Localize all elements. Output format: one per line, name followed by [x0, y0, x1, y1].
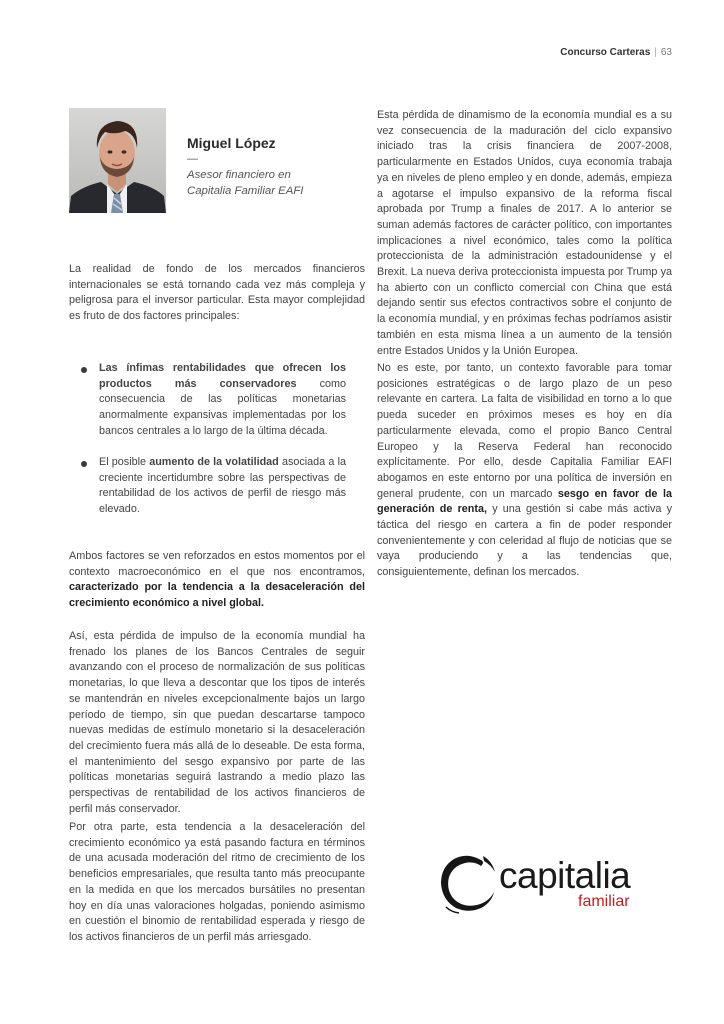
- paragraph-strategy-rest: y una gestión si cabe más activa y táctica del riesgo en cartera a fin de poder responder convenientemente y con celeridad al flujo de noticias que se vaya produciendo y a las tendencias que, consiguientemente, definan los mercados.: [377, 503, 672, 579]
- paragraph-strategy-text: No es este, por tanto, un contexto favorable para tomar posiciones estratégicas o de largo plazo de un peso relevante en cartera. La falta de visibilidad en torno a lo que pueda suceder en próximos meses es hoy en día particularmente elevada, como el propio Banco Central Europeo y la Reserva Federal han reconocido explícitamente. Por ello, desde Capitalia Familiar EAFI abogamos en este entorno por una política de inversión en general prudente, con un marcado: [377, 362, 672, 500]
- paragraph-context: [69, 549, 365, 612]
- paragraph-strategy: [377, 361, 672, 581]
- author-dash: —: [187, 153, 198, 165]
- bullet-2-pre: El posible: [99, 456, 150, 468]
- page-header: [560, 47, 672, 58]
- brush-circle-icon: [437, 852, 499, 914]
- logo-wordmark: capitalia: [499, 855, 631, 896]
- paragraph-strategy-bold: sesgo en favor de la generación de renta,: [377, 487, 672, 516]
- bullet-2-bold: aumento de la volatilidad: [149, 456, 279, 468]
- intro-paragraph: La realidad de fondo de los mercados financieros internacionales se está tornando cada vez más compleja y peligrosa para el inversor particular. Esta mayor complejidad es fruto de dos factores principales:: [69, 263, 365, 323]
- bullet-2-text: asociada a la creciente incertidumbre sobre las perspectivas de rentabilidad de los activos de perfil de riesgo más elevado.: [99, 456, 346, 516]
- author-role-line-1: Asesor financiero en: [187, 169, 291, 181]
- author-photo: [69, 108, 166, 213]
- header-separator: |: [654, 47, 657, 58]
- bullet-1-bold: Las ínfimas rentabilidades que ofrecen los productos más conservadores: [99, 362, 346, 390]
- bullet-dot-icon: [81, 461, 87, 467]
- paragraph-earnings: Por otra parte, esta tendencia a la desaceleración del crecimiento económico ya está pasando factura en términos de una acusada moderación del ritmo de crecimiento de los beneficios empresariales, que resulta tanto más preocupante en la medida en que los mercados bursátiles no presentan hoy en día unas valoraciones holgadas, poniendo asimismo en cuestión el binomio de rentabilidad esperada y riesgo de los activos financieros de un perfil más arriesgado.: [69, 821, 365, 943]
- capitalia-logo: [437, 852, 642, 917]
- bullet-item-1: [99, 361, 346, 440]
- bullet-item-2: [99, 455, 346, 518]
- author-name: Miguel López: [187, 135, 276, 151]
- author-role: [187, 167, 347, 199]
- bullet-1-text: como consecuencia de las políticas monetarias anormalmente expansivas implementadas por los bancos centrales a lo largo de la última década.: [99, 377, 346, 437]
- section-title: Concurso Carteras: [560, 47, 651, 58]
- paragraph-central-banks: Así, esta pérdida de impulso de la economía mundial ha frenado los planes de los Bancos Centrales de seguir avanzando con el proceso de normalización de sus políticas monetarias, lo que lleva a descontar que los tipos de interés se mantendrán en niveles excepcionalmente bajos un largo período de tiempo, sin que puedan descartarse tampoco nuevas medidas de estímulo monetario si la desaceleración del crecimiento fuera más allá de lo deseable. De esta forma, el mantenimiento del sesgo expansivo por parte de las políticas monetarias seguirá lastrando a medio plazo las perspectivas de rentabilidad de los activos financieros de perfil más conservador.: [69, 630, 365, 815]
- logo-subtitle: familiar: [578, 893, 630, 910]
- paragraph-context-text: Ambos factores se ven reforzados en estos momentos por el contexto macroeconómico en el que nos encontramos,: [69, 550, 365, 578]
- author-role-line-2: Capitalia Familiar EAFI: [187, 185, 304, 197]
- page-number: 63: [660, 47, 672, 58]
- author-block: [187, 135, 347, 199]
- paragraph-dynamism: Esta pérdida de dinamismo de la economía mundial es a su vez consecuencia de la maduración del ciclo expansivo iniciado tras la crisis financiera de 2007-2008, particularmente en Estados Unidos, cuya economía trabaja ya en niveles de pleno empleo y en donde, además, empieza a agotarse el impulso expansivo de la reforma fiscal aprobada por Trump a finales de 2017. A lo anterior se suman además factores de carácter político, con importantes implicaciones a nivel económico, tales como la política proteccionista de la administración estadounidense y el Brexit. La nueva deriva proteccionista impuesta por Trump ya ha abierto con un conflicto comercial con China que está dejando sentir sus efectos contractivos sobre el conjunto de la economía mundial, y en próximas fechas podríamos asistir también en esta misma línea a un aumento de la tensión entre Estados Unidos y la Unión Europea.: [377, 109, 672, 357]
- bullet-dot-icon: [81, 367, 87, 373]
- paragraph-context-bold: caracterizado por la tendencia a la desaceleración del crecimiento económico a nivel global.: [69, 581, 365, 610]
